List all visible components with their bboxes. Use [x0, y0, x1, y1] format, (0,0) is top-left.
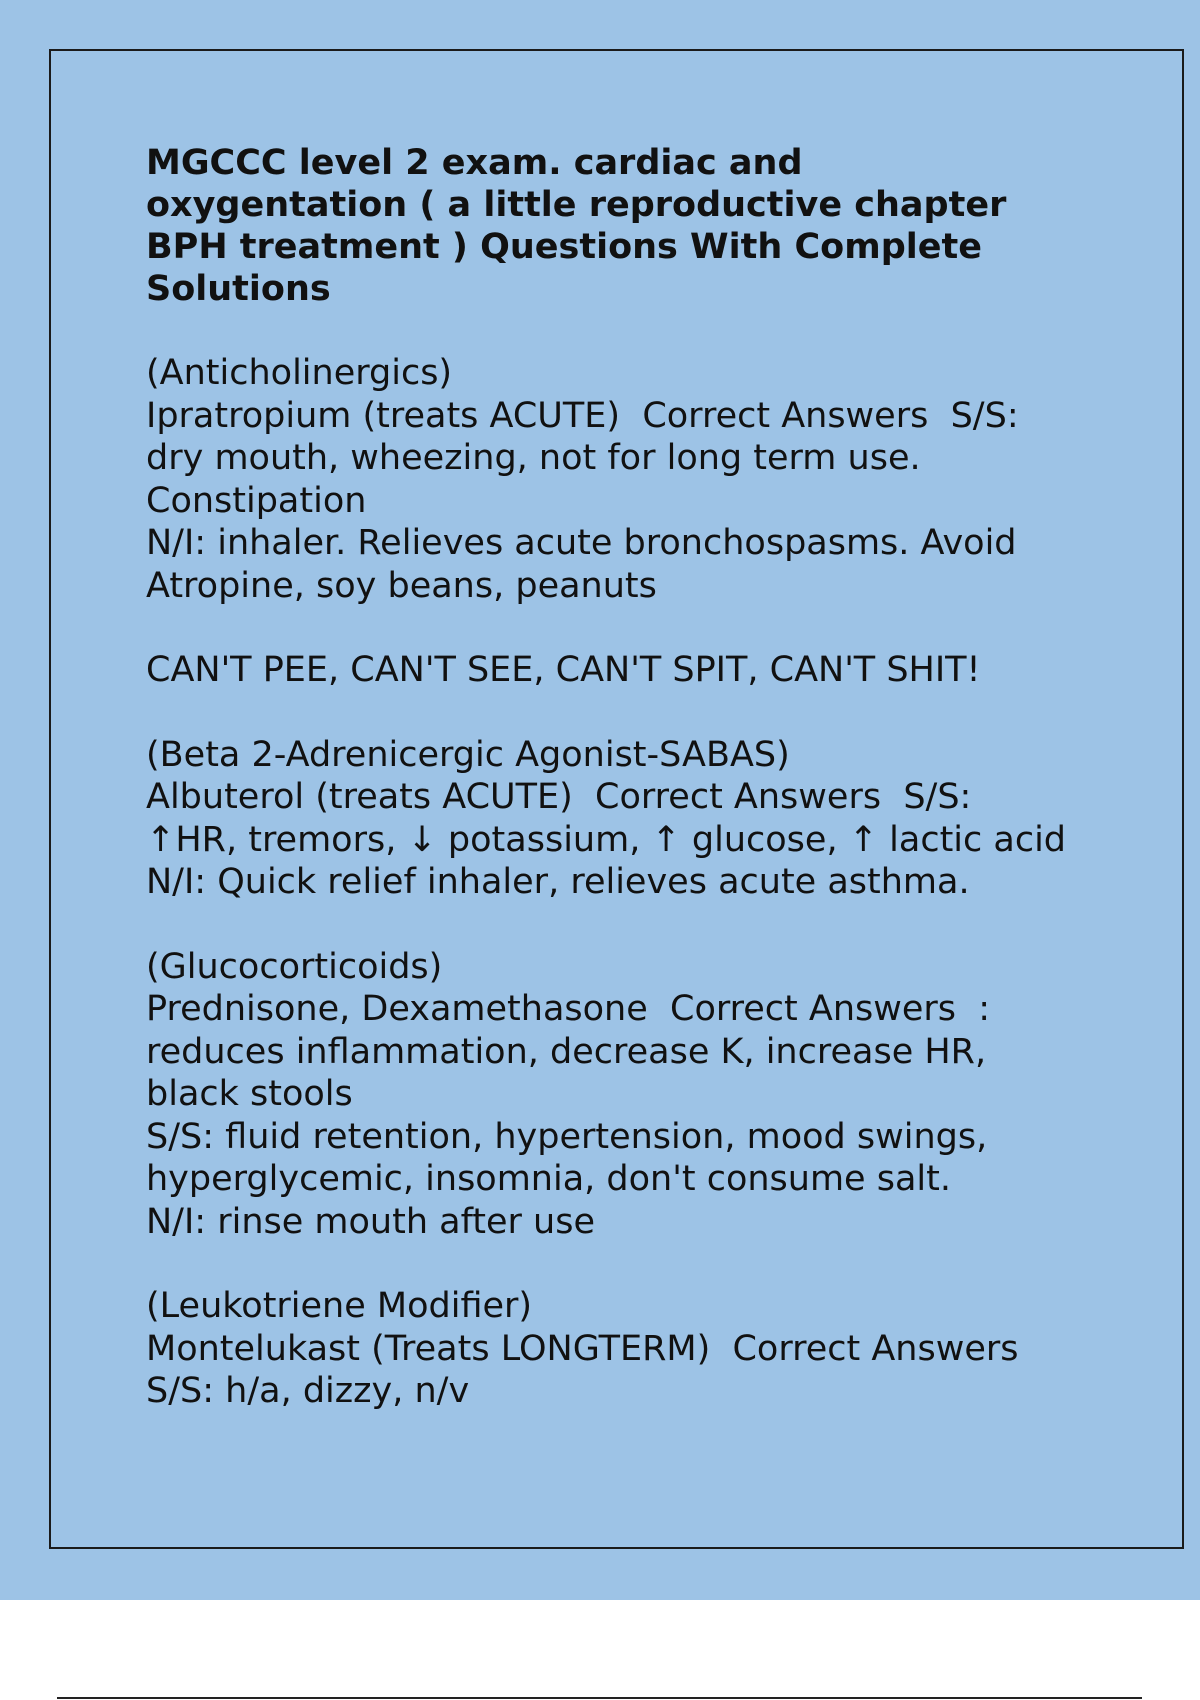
entry-line: N/I: rinse mouth after use: [146, 1201, 596, 1242]
entry-line: Atropine, soy beans, peanuts: [146, 565, 657, 606]
entry-glucocorticoids: [146, 946, 1096, 1244]
entry-line: S/S: fluid retention, hypertension, mood swings,: [146, 1116, 988, 1157]
entry-line: (Anticholinergics): [146, 353, 453, 393]
title-line: MGCCC level 2 exam. cardiac and: [146, 143, 803, 183]
entry-line: S/S: h/a, dizzy, n/v: [146, 1371, 470, 1411]
entry-line: Montelukast (Treats LONGTERM) Correct Answers: [146, 1328, 1019, 1369]
entry-line: N/I: Quick relief inhaler, relieves acute asthma.: [146, 862, 970, 902]
title-line: BPH treatment ) Questions With Complete: [146, 227, 982, 267]
entry-line: CAN'T PEE, CAN'T SEE, CAN'T SPIT, CAN'T SHIT!: [146, 650, 981, 690]
title-line: Solutions: [146, 269, 331, 309]
entry-line: Ipratropium (treats ACUTE) Correct Answers S/S:: [146, 395, 1019, 436]
entry-line: N/I: inhaler. Relieves acute bronchospasms. Avoid: [146, 523, 1017, 563]
title-line: oxygentation ( a little reproductive chapter: [146, 185, 1007, 225]
entry-line: Constipation: [146, 480, 367, 521]
entry-line: Albuterol (treats ACUTE) Correct Answers S/S:: [146, 777, 972, 817]
document-content: [146, 142, 1096, 1413]
document-title: [146, 142, 1096, 310]
entry-line: Prednisone, Dexamethasone Correct Answers :: [146, 989, 991, 1029]
entry-line: ↑HR, tremors, ↓ potassium, ↑ glucose, ↑ lactic acid: [146, 819, 1067, 860]
entry-anticholinergics: [146, 352, 1096, 607]
entry-line: hyperglycemic, insomnia, don't consume salt.: [146, 1159, 951, 1199]
entry-leukotriene-modifier: [146, 1285, 1096, 1413]
entry-line: (Beta 2-Adrenicergic Agonist-SABAS): [146, 734, 790, 775]
entry-mnemonic: [146, 649, 1096, 692]
entry-line: (Glucocorticoids): [146, 946, 443, 987]
entry-line: (Leukotriene Modifier): [146, 1286, 533, 1326]
entry-beta2-agonist: [146, 734, 1096, 904]
entry-line: black stools: [146, 1074, 353, 1114]
footer-divider: [57, 1697, 1142, 1699]
entry-line: dry mouth, wheezing, not for long term use.: [146, 438, 921, 478]
entry-line: reduces inflammation, decrease K, increase HR,: [146, 1031, 987, 1072]
